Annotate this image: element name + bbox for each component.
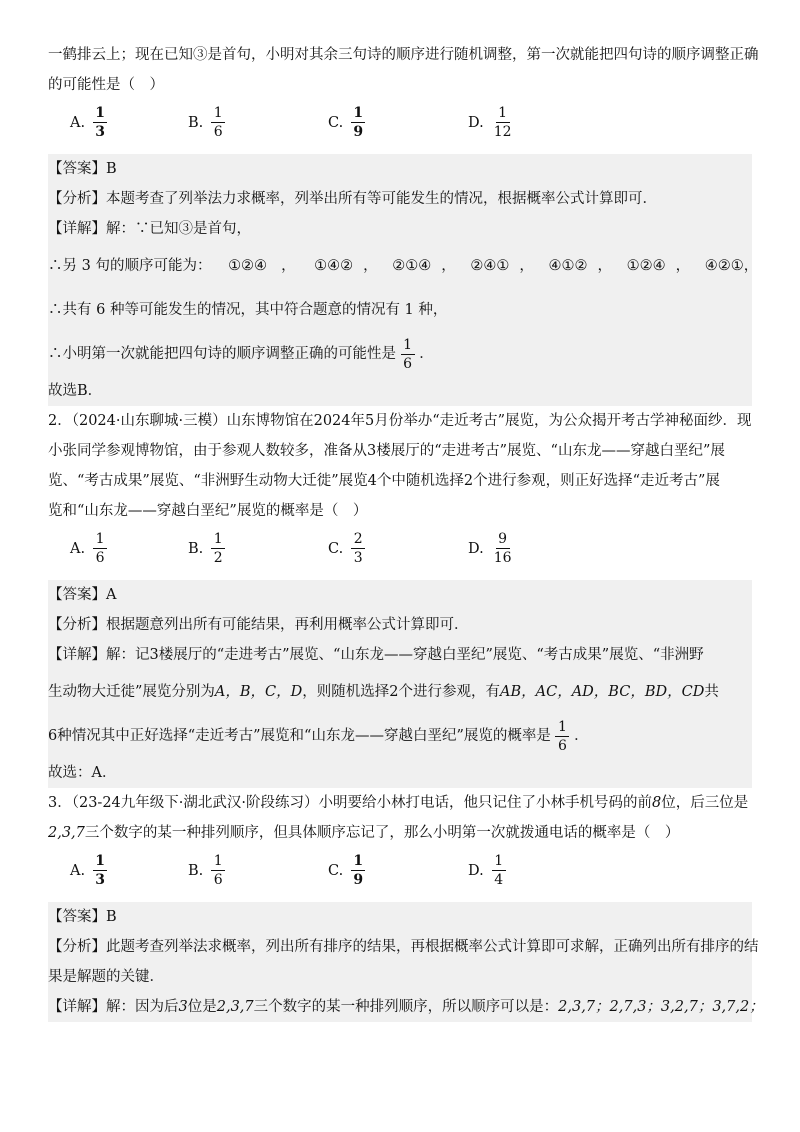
- sequence-item: ②①④: [392, 258, 432, 274]
- q3-answer: 【答案】B: [48, 909, 117, 925]
- sequence-item: ②④①: [470, 258, 510, 274]
- option-fraction: $\frac{1}{12}$: [493, 105, 512, 140]
- q2-stem-line-2: 小张同学参观博物馆，由于参观人数较多，准备从3楼展厅的“走进考古”展览、“山东龙——穿越白垩纪”展: [48, 443, 725, 459]
- q2-option-a: A. $\frac{1}{6}$: [70, 532, 107, 565]
- q2-option-c: C. $\frac{2}{3}$: [328, 532, 365, 565]
- q1-stem-line-2: 的可能性是（ ）: [48, 77, 164, 93]
- q1-stem-line-1: 一鹤排云上；现在已知③是首句，小明对其余三句诗的顺序进行随机调整，第一次就能把四句诗的顺序调整正确: [48, 47, 759, 63]
- q1-conclusion-fraction: $\frac{1}{6}$: [401, 338, 415, 371]
- q1-options: [48, 100, 752, 154]
- option-fraction: $\frac{1}{6}$: [211, 106, 225, 139]
- option-fraction: $\frac{1}{9}$: [351, 854, 365, 887]
- option-label: C.: [328, 114, 344, 131]
- option-fraction: $\frac{9}{16}$: [493, 531, 512, 566]
- q1-choose: 故选B．: [48, 383, 103, 399]
- q2-option-b: B. $\frac{1}{2}$: [188, 532, 225, 565]
- option-fraction: $\frac{1}{9}$: [351, 106, 365, 139]
- q1-option-a: [70, 106, 107, 139]
- option-fraction: $\frac{2}{3}$: [351, 532, 365, 565]
- q1-conclusion: ∴小明第一次就能把四句诗的顺序调整正确的可能性是 $\frac{1}{6}$ ．: [48, 336, 434, 372]
- q3-stem-line-1: 3．（23-24九年级下·湖北武汉·阶段练习）小明要给小林打电话，他只记住了小林手机号码的前8位，后三位是: [48, 795, 749, 811]
- q3-option-b: B. $\frac{1}{6}$: [188, 854, 225, 887]
- q2-stem-line-3: 览、“考古成果”展览、“非洲野生动物大迁徙”展览4个中随机选择2个进行参观，则正好选择“走近考古”展: [48, 473, 720, 489]
- q1-answer: 【答案】B: [48, 161, 117, 177]
- q2-pairs: AB，AC，AD，BC，BD，CD: [500, 684, 705, 700]
- option-fraction: $\frac{1}{6}$: [93, 532, 107, 565]
- q1-option-d: [468, 106, 514, 139]
- option-fraction: $\frac{1}{2}$: [211, 532, 225, 565]
- q2-letters: A，B，C，D: [214, 684, 303, 700]
- q2-solution-block: [48, 580, 752, 788]
- q3-option-a: A. $\frac{1}{3}$: [70, 854, 107, 887]
- sequence-item: ①②④: [228, 258, 268, 274]
- q1-analysis: 【分析】本题考查了列举法力求概率，列举出所有等可能发生的情况，根据概率公式计算即可．: [48, 191, 657, 207]
- q2-stem-line-1: 2．（2024·山东聊城·三模）山东博物馆在2024年5月份举办“走近考古”展览，为公众揭开考古学神秘面纱．现: [48, 413, 752, 429]
- q2-option-d: D. $\frac{9}{16}$: [468, 531, 512, 566]
- option-fraction: $\frac{1}{3}$: [93, 106, 107, 139]
- option-fraction: $\frac{1}{4}$: [492, 854, 506, 887]
- q3-analysis-line-1: 【分析】此题考查列举法求概率，列出所有排序的结果，再根据概率公式计算即可求解，正确列出所有排序的结: [48, 939, 759, 955]
- option-label: D.: [468, 114, 484, 131]
- q2-detail-line-3: 6种情况其中正好选择“走近考古”展览和“山东龙——穿越白垩纪”展览的概率是 $\frac{1}{6}$ ．: [48, 718, 589, 754]
- q2-detail-line-2: 生动物大迁徙”展览分别为A，B，C，D，则随机选择2个进行参观，有AB，AC，AD，BC，BD，CD共: [48, 684, 719, 700]
- q3-analysis-line-2: 果是解题的关键．: [48, 969, 164, 985]
- q3-option-d: D. $\frac{1}{4}$: [468, 854, 506, 887]
- q3-solution-block: [48, 902, 764, 1022]
- sequence-item: ④②①: [704, 258, 744, 274]
- q2-detail-fraction: $\frac{1}{6}$: [555, 720, 569, 753]
- sequence-item: ④①②: [548, 258, 588, 274]
- option-label: A.: [70, 114, 86, 131]
- q3-stem-line-2: 2,3,7三个数字的某一种排列顺序，但具体顺序忘记了，那么小明第一次就拨通电话的概率是（ ）: [48, 825, 680, 841]
- q1-option-b: [188, 106, 225, 139]
- q3-option-c: C. $\frac{1}{9}$: [328, 854, 365, 887]
- option-fraction: $\frac{1}{3}$: [93, 854, 107, 887]
- q1-sequence-list: ①②④ ， ①④② ， ②①④ ， ②④① ， ④①② ， ①②④ ， ④②①，: [228, 244, 758, 288]
- q2-choose: 故选：A．: [48, 765, 117, 781]
- sequence-item: ①④②: [314, 258, 354, 274]
- q1-solution-block: [48, 154, 759, 406]
- q3-orders: 2,3,7；2,7,3；3,2,7；3,7,2；: [558, 999, 764, 1015]
- document-page: [48, 40, 764, 1022]
- option-label: B.: [188, 114, 204, 131]
- q1-sequences-line: [48, 244, 759, 288]
- q2-stem-line-4: 览和“山东龙——穿越白垩纪”展览的概率是（ ）: [48, 503, 368, 519]
- q3-detail: 【详解】解：因为后3位是2,3,7三个数字的某一种排列顺序，所以顺序可以是：2,3,7；2,7,3；3,2,7；3,7,2；: [48, 999, 764, 1015]
- q2-detail-line-1: 【详解】解：记3楼展厅的“走进考古”展览、“山东龙——穿越白垩纪”展览、“考古成果”展览、“非洲野: [48, 647, 704, 663]
- option-fraction: $\frac{1}{6}$: [211, 854, 225, 887]
- q2-options: [48, 526, 752, 580]
- q1-detail-intro: 【详解】解：∵已知③是首句，: [48, 221, 251, 237]
- q2-answer: 【答案】A: [48, 587, 117, 603]
- q3-options: [48, 848, 752, 902]
- q1-seq-prefix: ∴另 3 句的顺序可能为：: [48, 258, 212, 274]
- q1-total-line: ∴共有 6 种等可能发生的情况，其中符合题意的情况有 1 种，: [48, 302, 448, 318]
- sequence-item: ①②④: [626, 258, 666, 274]
- q2-analysis: 【分析】根据题意列出所有可能结果，再利用概率公式计算即可．: [48, 617, 469, 633]
- q1-option-c: [328, 106, 365, 139]
